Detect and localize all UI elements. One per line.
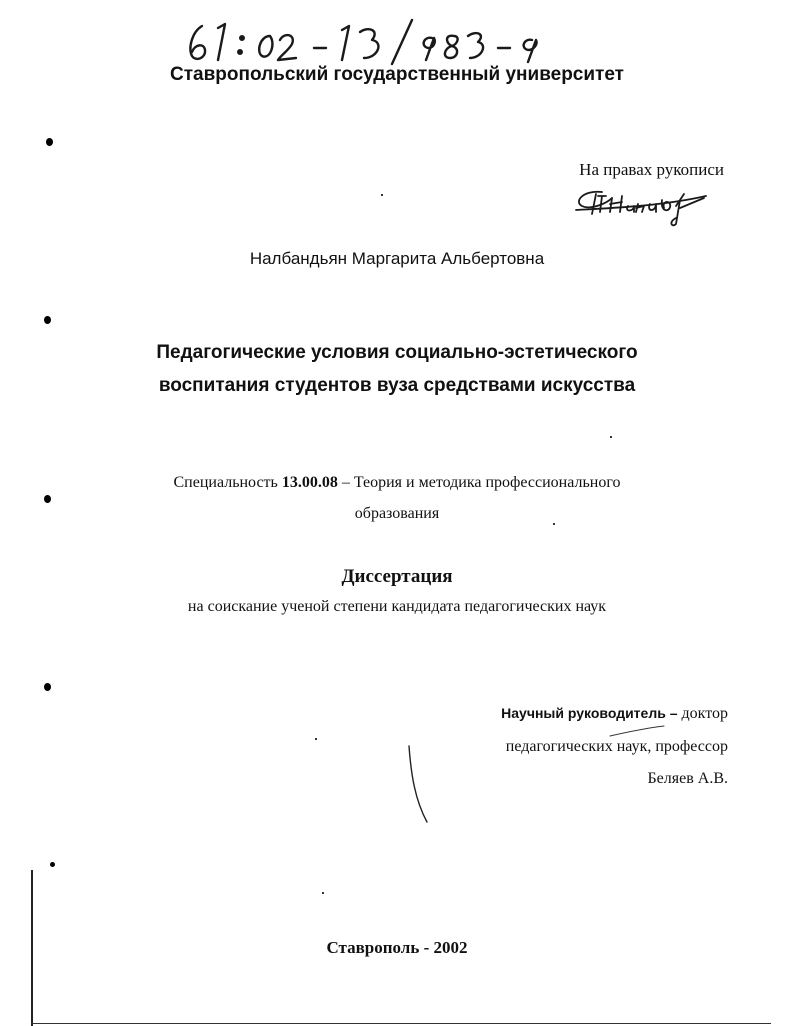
scan-speck (553, 523, 555, 525)
archive-code-text (180, 14, 580, 66)
advisor-line-1 (501, 705, 728, 723)
specialty-prefix: Специальность (173, 474, 282, 491)
binding-edge (31, 870, 33, 1026)
scan-speck (322, 892, 324, 894)
page-bottom-edge (31, 1023, 771, 1024)
punch-hole-mark (44, 683, 51, 691)
advisor-degree: доктор (677, 705, 728, 722)
document-type: Диссертация (341, 566, 453, 587)
degree-statement: на соискание ученой степени кандидата педагогических наук (187, 598, 607, 615)
advisor-name: Беляев А.В. (647, 770, 728, 787)
dissertation-title-line-1: Педагогические условия социально-эстетического (156, 342, 638, 363)
advisor-role: Научный руководитель – (501, 705, 678, 721)
author-name: Налбандьян Маргарита Альбертовна (249, 249, 545, 268)
author-signature (572, 184, 712, 228)
specialty-line-1 (0, 474, 794, 492)
archive-code (180, 14, 580, 66)
specialty-line-2: образования (354, 505, 440, 522)
scan-speck (381, 194, 383, 196)
city-year: Ставрополь - 2002 (326, 938, 468, 957)
punch-hole-mark (46, 138, 53, 146)
advisor-line-2: педагогических наук, профессор (505, 738, 728, 755)
punch-hole-mark (44, 316, 51, 324)
dissertation-title-line-2: воспитания студентов вуза средствами искусства (158, 375, 636, 396)
specialty-name: – Теория и методика профессионального (337, 474, 621, 491)
university-name: Ставропольский государственный университет (170, 64, 624, 85)
manuscript-rights: На правах рукописи (579, 160, 724, 179)
pen-stroke-mark (608, 724, 668, 740)
punch-hole-mark (44, 495, 51, 503)
specialty-code: 13.00.08 (281, 474, 338, 491)
punch-hole-mark (50, 862, 55, 867)
scan-speck (610, 436, 612, 438)
scan-speck (315, 738, 317, 740)
pen-stroke-mark (405, 744, 435, 826)
